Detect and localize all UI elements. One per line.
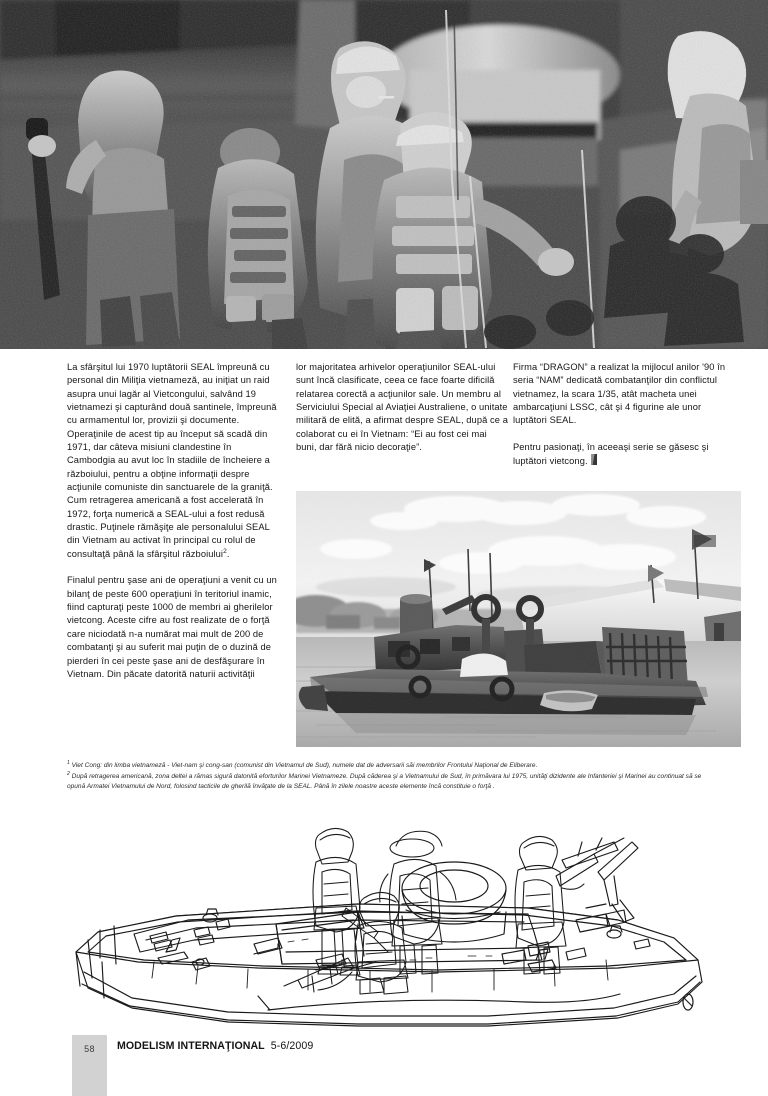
- footnote-1-marker: 1: [67, 759, 70, 766]
- article-column-3: [513, 361, 726, 469]
- lssc-boat-line-drawing: [58, 812, 748, 1042]
- publication-title: MODELISM INTERNAŢIONAL: [117, 1040, 265, 1052]
- footer-publication-line: [117, 1040, 313, 1052]
- paragraph: lor majoritatea arhivelor operaţiunilor SEAL-ului sunt încă clasificate, ceea ce face foarte dificilă relatarea corectă a acţiunilor sale. Un membru al Serviciului Special al Aviaţiei Australiene, o unitate militară de elită, a afirmat despre SEAL, după ce a colaborat cu ei în Vietnam: “Ei au fost cei mai buni, dar fără nicio decoraţie”.: [296, 362, 508, 453]
- seal-team-boarding-boat-photo: [0, 0, 768, 349]
- article-column-2: [296, 361, 510, 454]
- footnotes: [67, 761, 712, 793]
- end-of-article-marker: [591, 454, 597, 465]
- issue-number: 5-6/2009: [270, 1040, 314, 1052]
- footnote-ref-2: 2: [223, 547, 227, 555]
- river-patrol-boat-photo: [296, 491, 741, 747]
- paragraph: Pentru pasionaţi, în aceeaşi serie se găsesc şi luptători vietcong.: [513, 442, 709, 467]
- page-number-chip: 58: [72, 1035, 107, 1096]
- paragraph: La sfârşitul lui 1970 luptătorii SEAL împreună cu personal din Miliţia vietnameză, au iniţiat un raid asupra unui lagăr al Vietcongului, salvând 19 vietnamezi şi capturând două santinele, împreună cu armamentul lor, provizii şi documente. Operaţinile de acest tip au început să scadă din 1971, dar câteva misiuni clandestine în Cambodgia au avut loc în stadiile de încheiere a războiului, pentru a obţine informaţii despre acţiunile comuniste din sanctuarele de la graniţă. Cum retragerea americană a fost accelerată în 1972, forţa numerică a SEAL-ului a fost redusă drastic. Puţinele rămăşiţe ale personalului SEAL din Vietnam au activat în principal cu rolul de consultaţă până la sfârşitul războiului$^2$.: [67, 362, 277, 559]
- paragraph: Finalul pentru şase ani de operaţiuni a venit cu un bilanţ de peste 600 operaţiuni în teritoriul inamic, fiind capturaţi peste 1000 de membri ai gherilelor vietcong. Aceste cifre au fost realizate de o forţă care niciodată n-a numărat mai mult de 200 de combatanţi şi au suferit mai puţin de o duzină de pierderi în cei peste şase ani de desfăşurare în Vietnam. Din păcate datorită naturii activităţii: [67, 575, 277, 679]
- article-column-1: [67, 361, 281, 681]
- footnote-1: $^1$ Viet Cong: din limba vietnameză - Viet-nam şi cong-san (comunist din Vietnamul de Sud), numele dat de adversarii săi membrilor Frontului Naţional de Eliberare.: [67, 759, 538, 769]
- footnote-2: $^2$ După retragerea americană, zona deltei a rămas sigură datonită eforturilor Marinei Vietnameze. După căderea şi a Vietnamului de Sud, în primăvara lui 1975, unităţi dizidente ale Infanteriei şi Marinei au continuat să se opună Armatei Vietnamului de Nord, folosind tacticile de gherilă învăţate de la SEAL. Până în zilele noastre aceste elemente încă constituie o forţă .: [67, 770, 702, 791]
- footnote-2-marker: 2: [67, 770, 70, 777]
- paragraph: Firma “DRAGON” a realizat la mijlocul anilor '90 în seria “NAM” dedicată combatanţilor din conflictul vietnamez, la scara 1/35, atât macheta unei ambarcaţiuni LSSC, cât şi 4 figurine ale unor luptători SEAL.: [513, 362, 726, 426]
